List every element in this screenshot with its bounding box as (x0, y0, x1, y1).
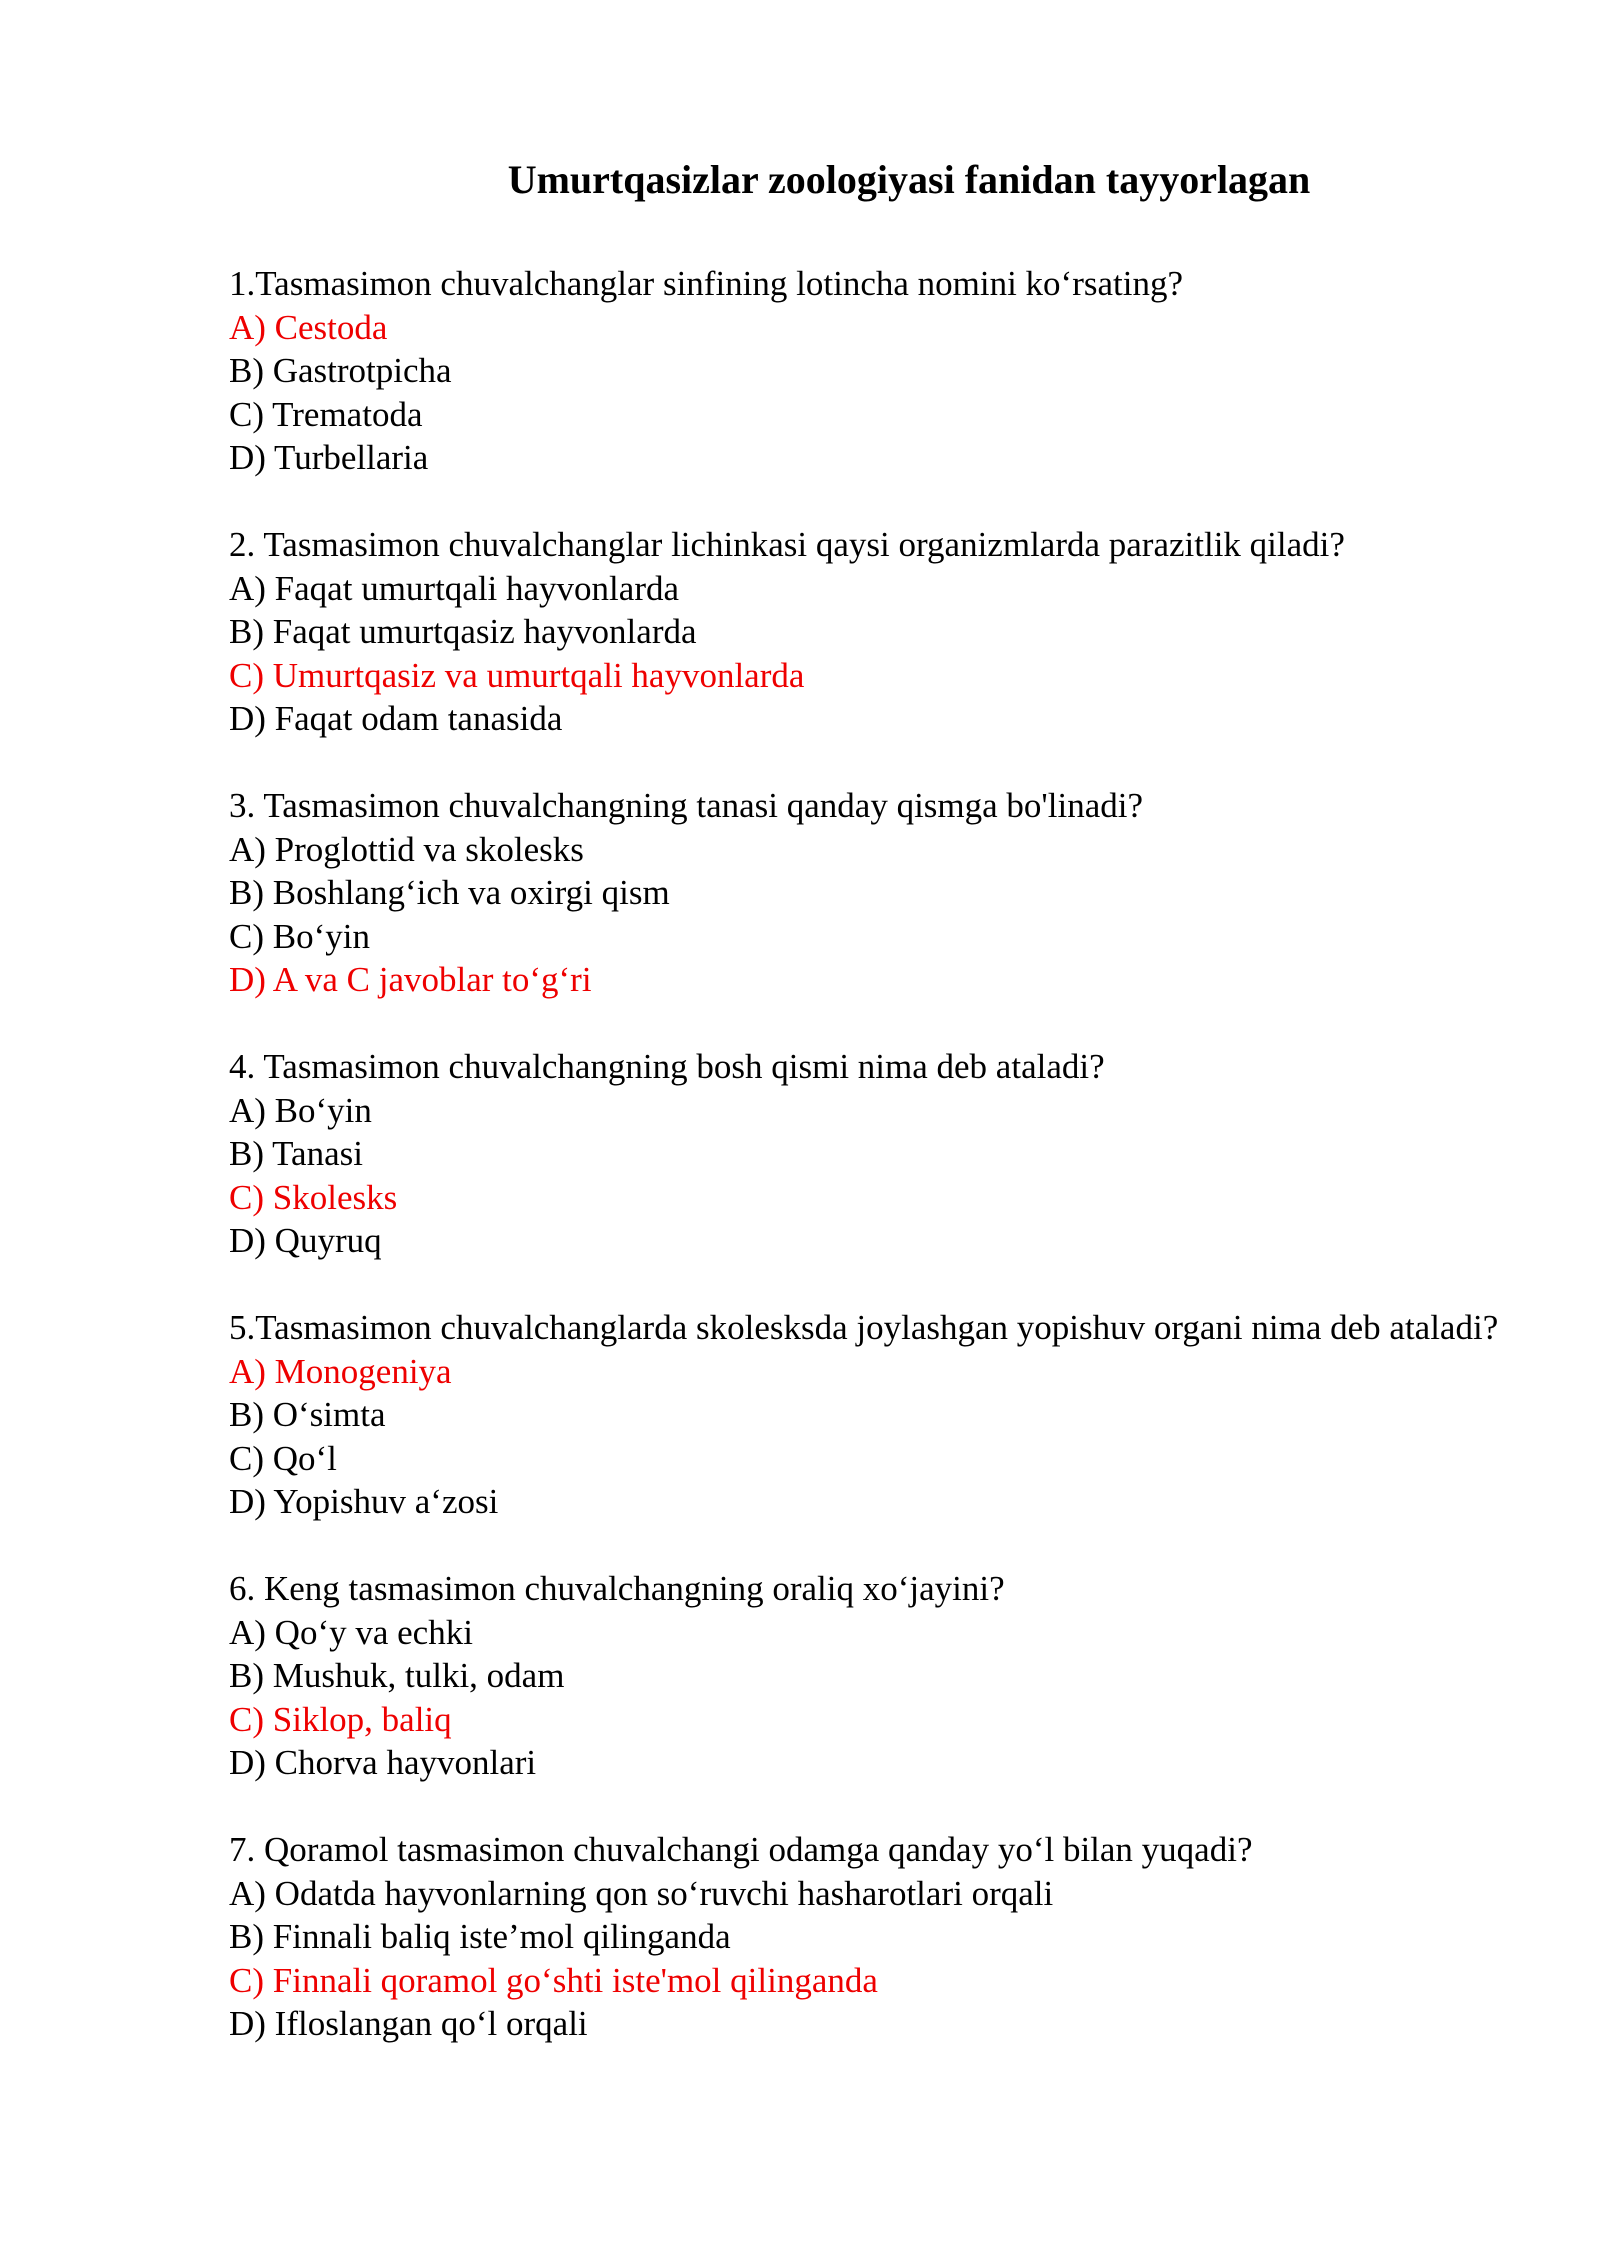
answer-option-a: A) Odatda hayvonlarning qon so‘ruvchi hasharotlari orqali (229, 1873, 1054, 1913)
answer-option-d: D) Chorva hayvonlari (229, 1743, 537, 1782)
answer-option-b: B) Mushuk, tulki, odam (229, 1656, 565, 1695)
question-1 (229, 262, 1499, 480)
answer-option-a: A) Qo‘y va echki (229, 1612, 473, 1652)
answer-option-c: C) Siklop, baliq (229, 1699, 452, 1739)
question-6 (229, 1567, 1499, 1785)
question-7 (229, 1828, 1499, 2046)
answer-option-b: B) Finnali baliq iste’mol qilinganda (229, 1917, 731, 1956)
answer-option-a: A) Cestoda (229, 307, 388, 347)
question-3 (229, 784, 1499, 1002)
answer-option-d: D) Faqat odam tanasida (229, 699, 563, 738)
answer-option-a: A) Bo‘yin (229, 1090, 372, 1130)
answer-option-d: D) Turbellaria (229, 438, 429, 477)
question-text: 7. Qoramol tasmasimon chuvalchangi odamga qanday yo‘l bilan yuqadi? (229, 1830, 1253, 1869)
answer-option-b: B) Faqat umurtqasiz hayvonlarda (229, 612, 697, 651)
answer-option-b: B) Boshlang‘ich va oxirgi qism (229, 873, 670, 912)
answer-option-b: B) Gastrotpicha (229, 351, 452, 390)
question-text: 4. Tasmasimon chuvalchangning bosh qismi nima deb ataladi? (229, 1047, 1105, 1086)
answer-option-d: D) A va C javoblar to‘g‘ri (229, 960, 592, 999)
answer-option-c: C) Qo‘l (229, 1438, 337, 1478)
question-5 (229, 1306, 1499, 1524)
question-4 (229, 1045, 1499, 1263)
question-list (229, 262, 1499, 2089)
question-text: 2. Tasmasimon chuvalchanglar lichinkasi qaysi organizmlarda parazitlik qiladi? (229, 525, 1345, 564)
answer-option-d: D) Ifloslangan qo‘l orqali (229, 2004, 588, 2043)
document-title: Umurtqasizlar zoologiyasi fanidan tayyorlagan (507, 157, 1311, 202)
question-text: 6. Keng tasmasimon chuvalchangning oraliq xo‘jayini? (229, 1569, 1005, 1608)
question-text: 1.Tasmasimon chuvalchanglar sinfining lotincha nomini ko‘rsating? (229, 264, 1184, 303)
answer-option-a: A) Proglottid va skolesks (229, 829, 584, 869)
answer-option-a: A) Monogeniya (229, 1351, 452, 1391)
answer-option-c: C) Finnali qoramol go‘shti iste'mol qilinganda (229, 1960, 878, 2000)
answer-option-d: D) Yopishuv a‘zosi (229, 1482, 499, 1521)
answer-option-a: A) Faqat umurtqali hayvonlarda (229, 568, 680, 608)
answer-option-b: B) O‘simta (229, 1395, 386, 1434)
question-text: 5.Tasmasimon chuvalchanglarda skolesksda joylashgan yopishuv organi nima deb ataladi? (229, 1308, 1499, 1347)
answer-option-c: C) Skolesks (229, 1177, 398, 1217)
answer-option-b: B) Tanasi (229, 1134, 363, 1173)
question-2 (229, 523, 1499, 741)
answer-option-d: D) Quyruq (229, 1221, 382, 1260)
answer-option-c: C) Umurtqasiz va umurtqali hayvonlarda (229, 655, 805, 695)
question-text: 3. Tasmasimon chuvalchangning tanasi qanday qismga bo'linadi? (229, 786, 1143, 825)
answer-option-c: C) Trematoda (229, 394, 423, 434)
answer-option-c: C) Bo‘yin (229, 916, 370, 956)
